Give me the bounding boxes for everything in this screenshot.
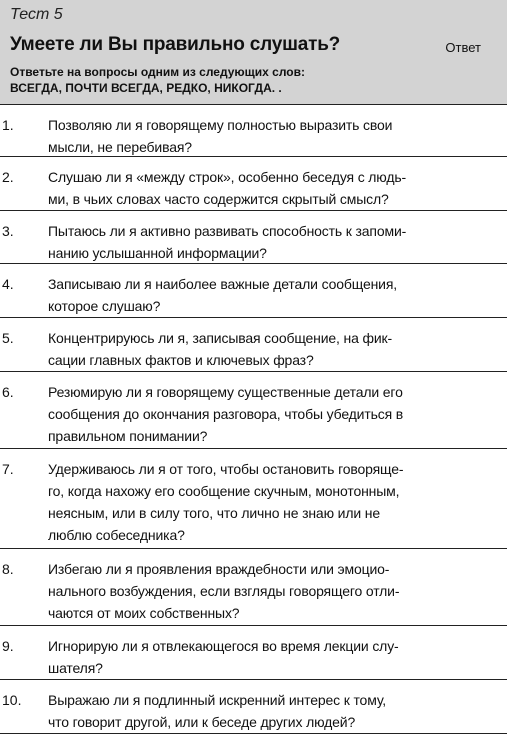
question-line: Игнорирую ли я отвлекающегося во время лекции слу- (48, 638, 399, 654)
question-line: неясным, или в силу того, что лично не знаю или не (48, 505, 380, 521)
instructions-line: Ответьте на вопросы одним из следующих слов: (10, 65, 305, 79)
question-line: сации главных фактов и ключевых фраз? (48, 352, 314, 368)
test-label: Тест 5 (10, 6, 63, 23)
question-number: 3. (2, 223, 14, 239)
question-row (0, 211, 507, 264)
question-text (48, 273, 448, 317)
question-number: 6. (2, 384, 14, 400)
question-line: нального возбуждения, если взгляды говорящего отли- (48, 583, 400, 599)
question-row (0, 318, 507, 372)
question-line: что говорит другой, или к беседе других людей? (48, 714, 356, 730)
question-line: Удерживаюсь ли я от того, чтобы остановить говоряще- (48, 461, 404, 477)
question-number: 8. (2, 561, 14, 577)
question-row (0, 680, 507, 734)
question-text (48, 166, 448, 210)
question-text (48, 381, 448, 447)
question-line: нанию услышанной информации? (48, 245, 267, 261)
question-line: Позволяю ли я говорящему полностью выразить свои (48, 117, 393, 133)
question-line: го, когда нахожу его сообщение скучным, монотонным, (48, 483, 400, 499)
question-line: Концентрируюсь ли я, записывая сообщение, на фик- (48, 330, 393, 346)
question-number: 2. (2, 169, 14, 185)
question-line: Записываю ли я наиболее важные детали сообщения, (48, 276, 398, 292)
question-text (48, 114, 448, 158)
question-line: Выражаю ли я подлинный искренний интерес к тому, (48, 692, 387, 708)
question-number: 10. (2, 692, 22, 708)
question-text (48, 558, 448, 624)
question-line: Избегаю ли я проявления враждебности или эмоцио- (48, 561, 390, 577)
question-row (0, 449, 507, 549)
instructions-line: ВСЕГДА, ПОЧТИ ВСЕГДА, РЕДКО, НИКОГДА. . (10, 81, 282, 95)
question-text (48, 327, 448, 371)
question-line: ми, в чьих словах часто содержится скрытый смысл? (48, 191, 389, 207)
question-line: Пытаюсь ли я активно развивать способность к запоми- (48, 223, 407, 239)
question-line: чаются от моих собственных? (48, 605, 240, 621)
question-text (48, 458, 448, 546)
instructions (10, 64, 430, 96)
question-number: 4. (2, 276, 14, 292)
question-row (0, 549, 507, 626)
question-line: Резюмирую ли я говорящему существенные детали его (48, 384, 403, 400)
question-line: Слушаю ли я «между строк», особенно беседуя с людь- (48, 169, 407, 185)
question-line: правильном понимании? (48, 428, 208, 444)
question-number: 5. (2, 330, 14, 346)
question-line: мысли, не перебивая? (48, 139, 192, 155)
question-number: 9. (2, 638, 14, 654)
answer-column-label: Ответ (445, 40, 481, 55)
test-title: Умеете ли Вы правильно слушать? (10, 34, 341, 55)
question-row (0, 157, 507, 211)
question-line: шателя? (48, 660, 103, 676)
question-line: которое слушаю? (48, 298, 161, 314)
question-list (0, 104, 507, 734)
question-row (0, 372, 507, 449)
question-row (0, 626, 507, 680)
question-text (48, 689, 448, 733)
question-row (0, 104, 507, 157)
question-row (0, 264, 507, 318)
question-text (48, 220, 448, 264)
question-line: сообщения до окончания разговора, чтобы убедиться в (48, 406, 404, 422)
test-header (0, 0, 507, 104)
question-number: 7. (2, 461, 14, 477)
question-text (48, 635, 448, 679)
question-number: 1. (2, 117, 14, 133)
question-line: люблю собеседника? (48, 527, 185, 543)
